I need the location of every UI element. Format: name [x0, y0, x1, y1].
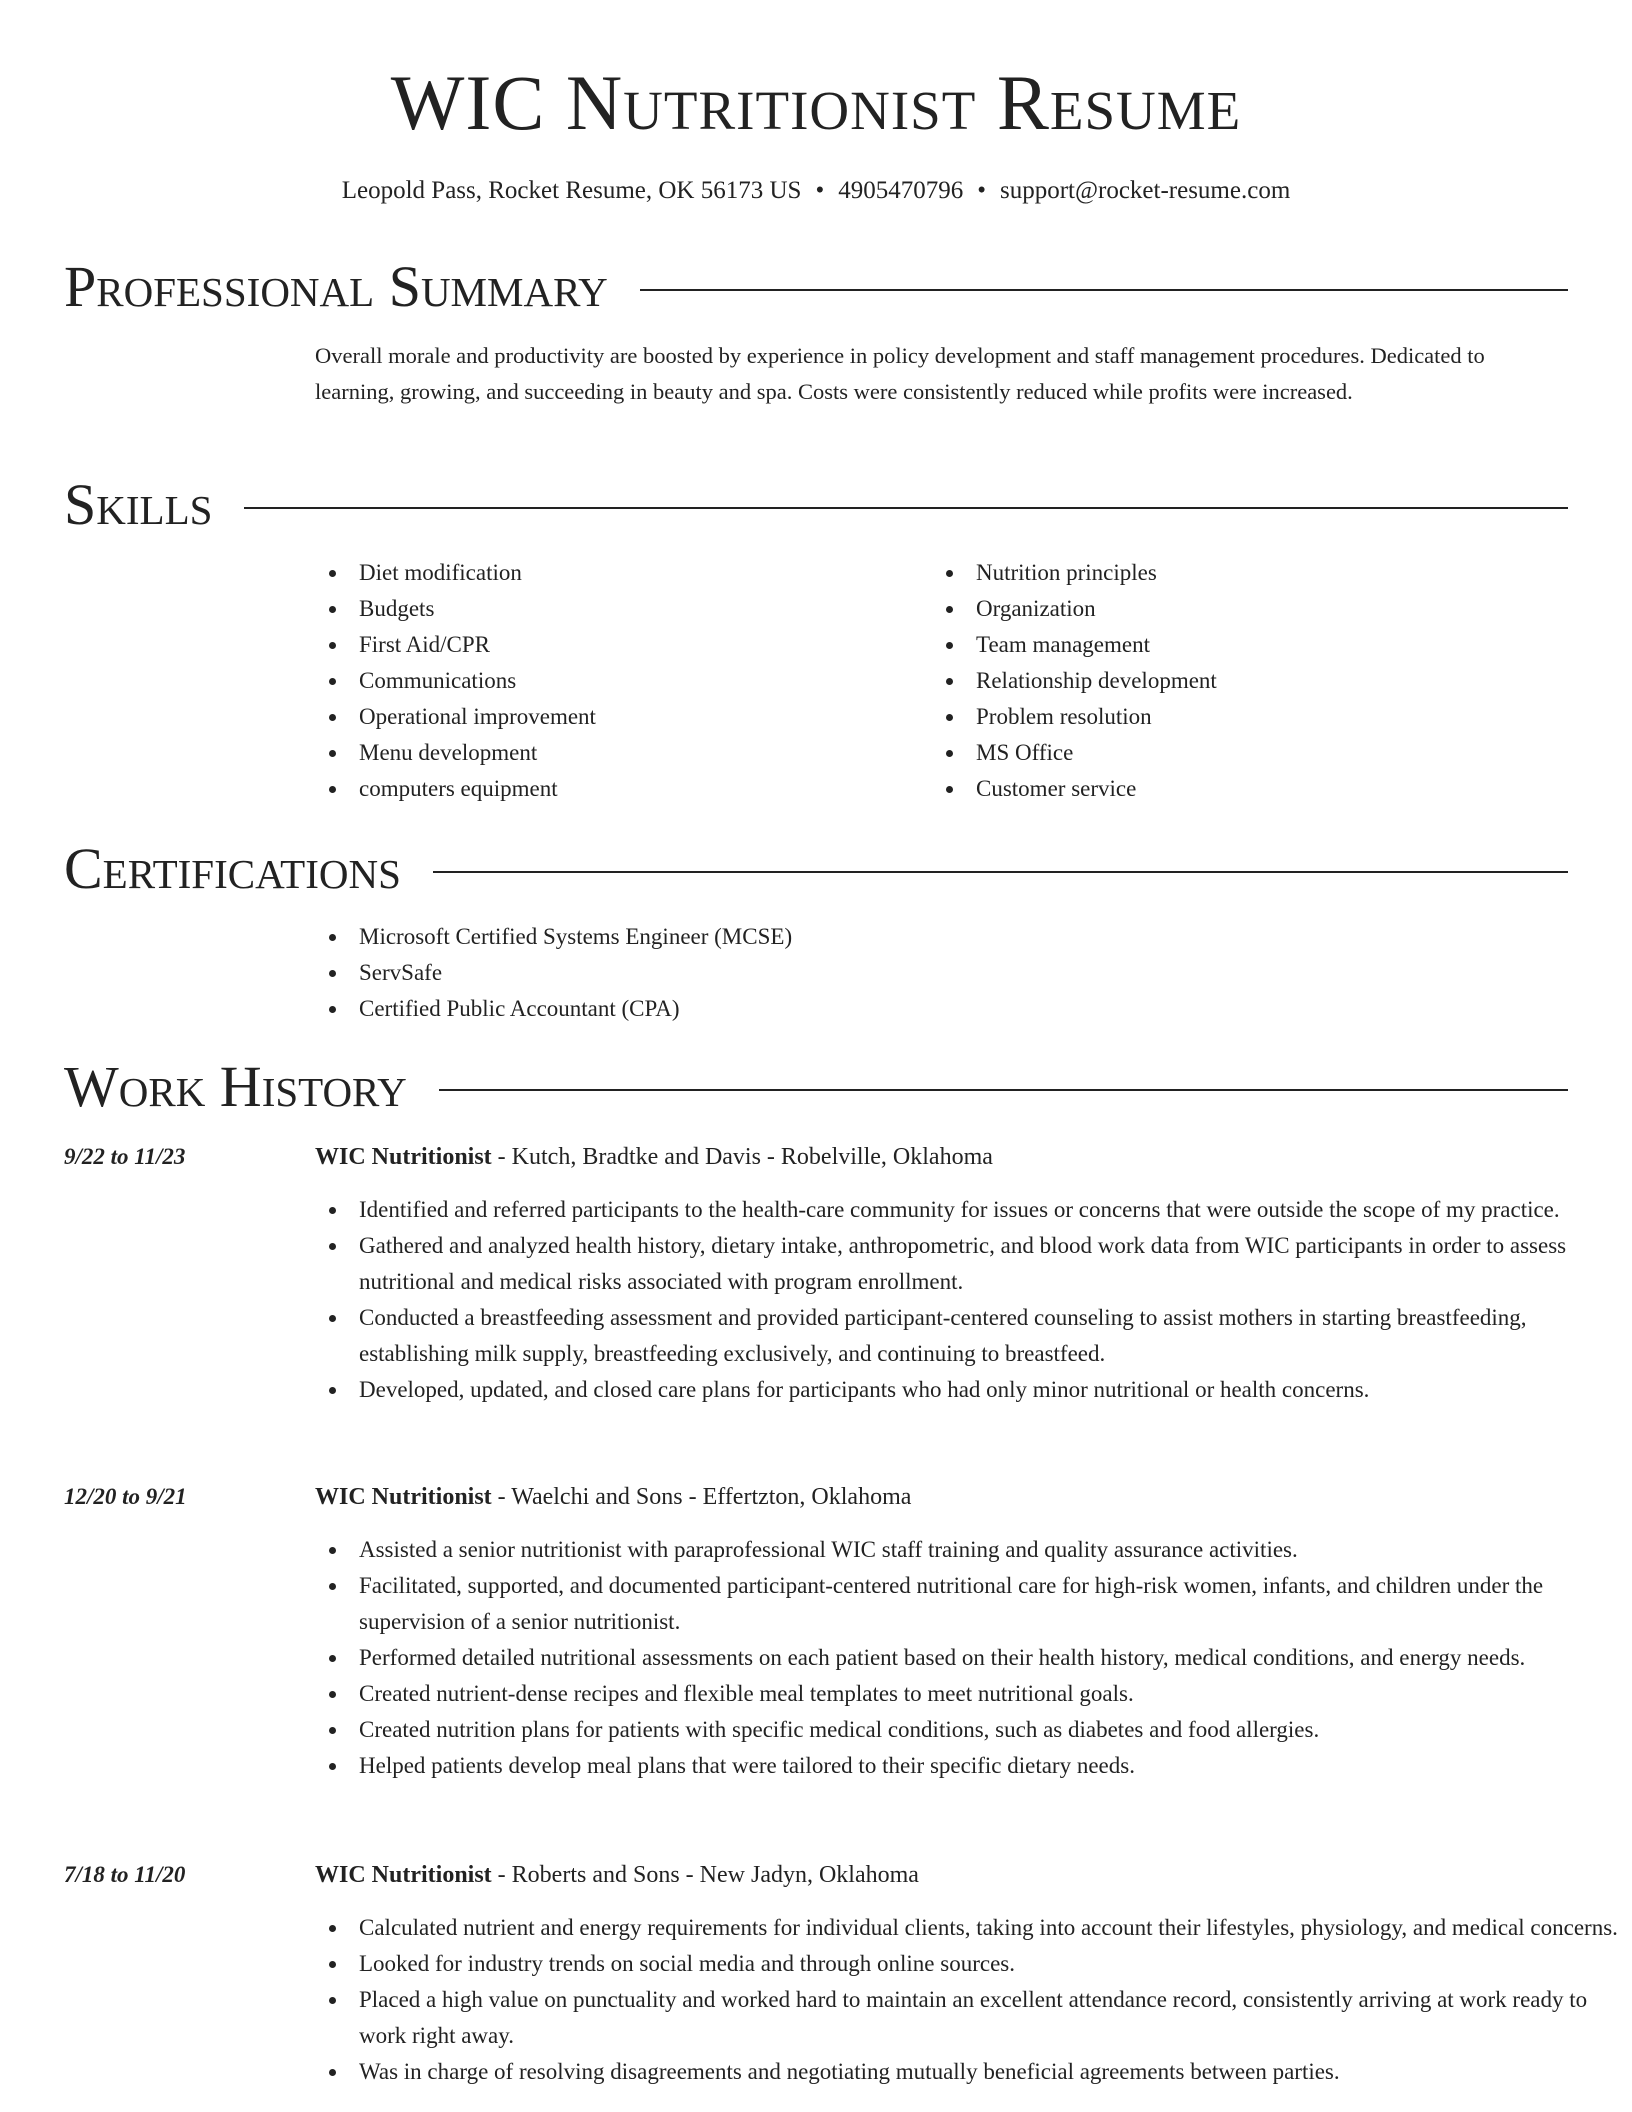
resume-title: WIC Nutritionist Resume — [390, 59, 1242, 146]
work-history-heading: Work History — [64, 1054, 407, 1119]
job-role: WIC Nutritionist — [315, 1144, 492, 1170]
skill-item: Organization — [932, 591, 1217, 627]
job-duties — [315, 1910, 1625, 2090]
section-divider — [433, 871, 1568, 873]
job-dates: 9/22 to 11/23 — [64, 1144, 186, 1169]
job-dates: 7/18 to 11/20 — [64, 1862, 186, 1887]
skill-item: Communications — [315, 663, 596, 699]
job-duties — [315, 1192, 1625, 1408]
skill-item: Menu development — [315, 735, 596, 771]
job-duty: Helped patients develop meal plans that were tailored to their specific dietary needs. — [315, 1748, 1625, 1784]
certification-item: Microsoft Certified Systems Engineer (MCSE) — [315, 919, 792, 955]
job-dates: 12/20 to 9/21 — [64, 1484, 187, 1509]
summary-heading: Professional Summary — [64, 254, 608, 319]
job-heading — [315, 1140, 993, 1174]
contact-address: Leopold Pass, Rocket Resume, OK 56173 US — [341, 177, 802, 204]
skill-item: Relationship development — [932, 663, 1217, 699]
contact-phone: 4905470796 — [838, 177, 964, 204]
job-duty: Assisted a senior nutritionist with paraprofessional WIC staff training and quality assurance activities. — [315, 1532, 1625, 1568]
job-heading — [315, 1480, 911, 1514]
summary-section-header — [64, 254, 1568, 320]
certification-item: ServSafe — [315, 955, 792, 991]
certifications-list — [315, 919, 792, 1027]
skill-item: Customer service — [932, 771, 1217, 807]
contact-separator: • — [977, 177, 986, 204]
job-duty: Placed a high value on punctuality and worked hard to maintain an excellent attendance record, consistently arriving at work ready to work right away. — [315, 1982, 1625, 2054]
skills-list-left — [315, 555, 596, 807]
job-heading — [315, 1858, 919, 1892]
job-duty: Looked for industry trends on social media and through online sources. — [315, 1946, 1625, 1982]
summary-text: Overall morale and productivity are boosted by experience in policy development and staff management procedures. Dedicated to learning, growing, and succeeding in beauty and spa. Costs were consistently reduced while profits were increased. — [315, 343, 1485, 404]
job-duty: Created nutrition plans for patients with specific medical conditions, such as diabetes and food allergies. — [315, 1712, 1625, 1748]
job-duty: Was in charge of resolving disagreements and negotiating mutually beneficial agreements between parties. — [315, 2054, 1625, 2090]
skill-item: computers equipment — [315, 771, 596, 807]
work-history-section-header — [64, 1054, 1568, 1120]
section-divider — [439, 1089, 1568, 1091]
job-employer: - Roberts and Sons - New Jadyn, Oklahoma — [491, 1862, 919, 1888]
job-duty: Calculated nutrient and energy requirements for individual clients, taking into account their lifestyles, physiology, and medical concerns. — [315, 1910, 1625, 1946]
job-duty: Performed detailed nutritional assessments on each patient based on their health history, medical conditions, and energy needs. — [315, 1640, 1625, 1676]
contact-separator: • — [815, 177, 825, 204]
skill-item: Budgets — [315, 591, 596, 627]
certifications-section-header — [64, 836, 1568, 902]
certifications-heading: Certifications — [64, 836, 401, 901]
skills-section-header — [64, 472, 1568, 538]
skills-heading: Skills — [64, 472, 213, 537]
skill-item: First Aid/CPR — [315, 627, 596, 663]
job-duty: Identified and referred participants to the health-care community for issues or concerns that were outside the scope of my practice. — [315, 1192, 1625, 1228]
skill-item: Diet modification — [315, 555, 596, 591]
skill-item: MS Office — [932, 735, 1217, 771]
job-duty: Facilitated, supported, and documented participant-centered nutritional care for high-risk women, infants, and children under the supervision of a senior nutritionist. — [315, 1568, 1625, 1640]
skill-item: Problem resolution — [932, 699, 1217, 735]
job-duty: Created nutrient-dense recipes and flexible meal templates to meet nutritional goals. — [315, 1676, 1625, 1712]
job-role: WIC Nutritionist — [315, 1484, 492, 1510]
job-role: WIC Nutritionist — [315, 1862, 492, 1888]
skill-item: Team management — [932, 627, 1217, 663]
certification-item: Certified Public Accountant (CPA) — [315, 991, 792, 1027]
job-duty: Gathered and analyzed health history, dietary intake, anthropometric, and blood work data from WIC participants in order to assess nutritional and medical risks associated with program enrollment. — [315, 1228, 1625, 1300]
job-duties — [315, 1532, 1625, 1784]
skill-item: Operational improvement — [315, 699, 596, 735]
job-duty: Developed, updated, and closed care plans for participants who had only minor nutritional or health concerns. — [315, 1372, 1625, 1408]
section-divider — [244, 507, 1568, 509]
job-duty: Conducted a breastfeeding assessment and provided participant-centered counseling to assist mothers in starting breastfeeding, establishing milk supply, breastfeeding exclusively, and continuing to breastfeed. — [315, 1300, 1625, 1372]
job-employer: - Kutch, Bradtke and Davis - Robelville, Oklahoma — [491, 1144, 993, 1170]
job-employer: - Waelchi and Sons - Effertzton, Oklahoma — [491, 1484, 912, 1510]
skills-list-right — [932, 555, 1217, 807]
skill-item: Nutrition principles — [932, 555, 1217, 591]
section-divider — [640, 289, 1568, 291]
contact-email[interactable]: support@rocket-resume.com — [999, 177, 1291, 204]
contact-line — [0, 174, 1632, 208]
